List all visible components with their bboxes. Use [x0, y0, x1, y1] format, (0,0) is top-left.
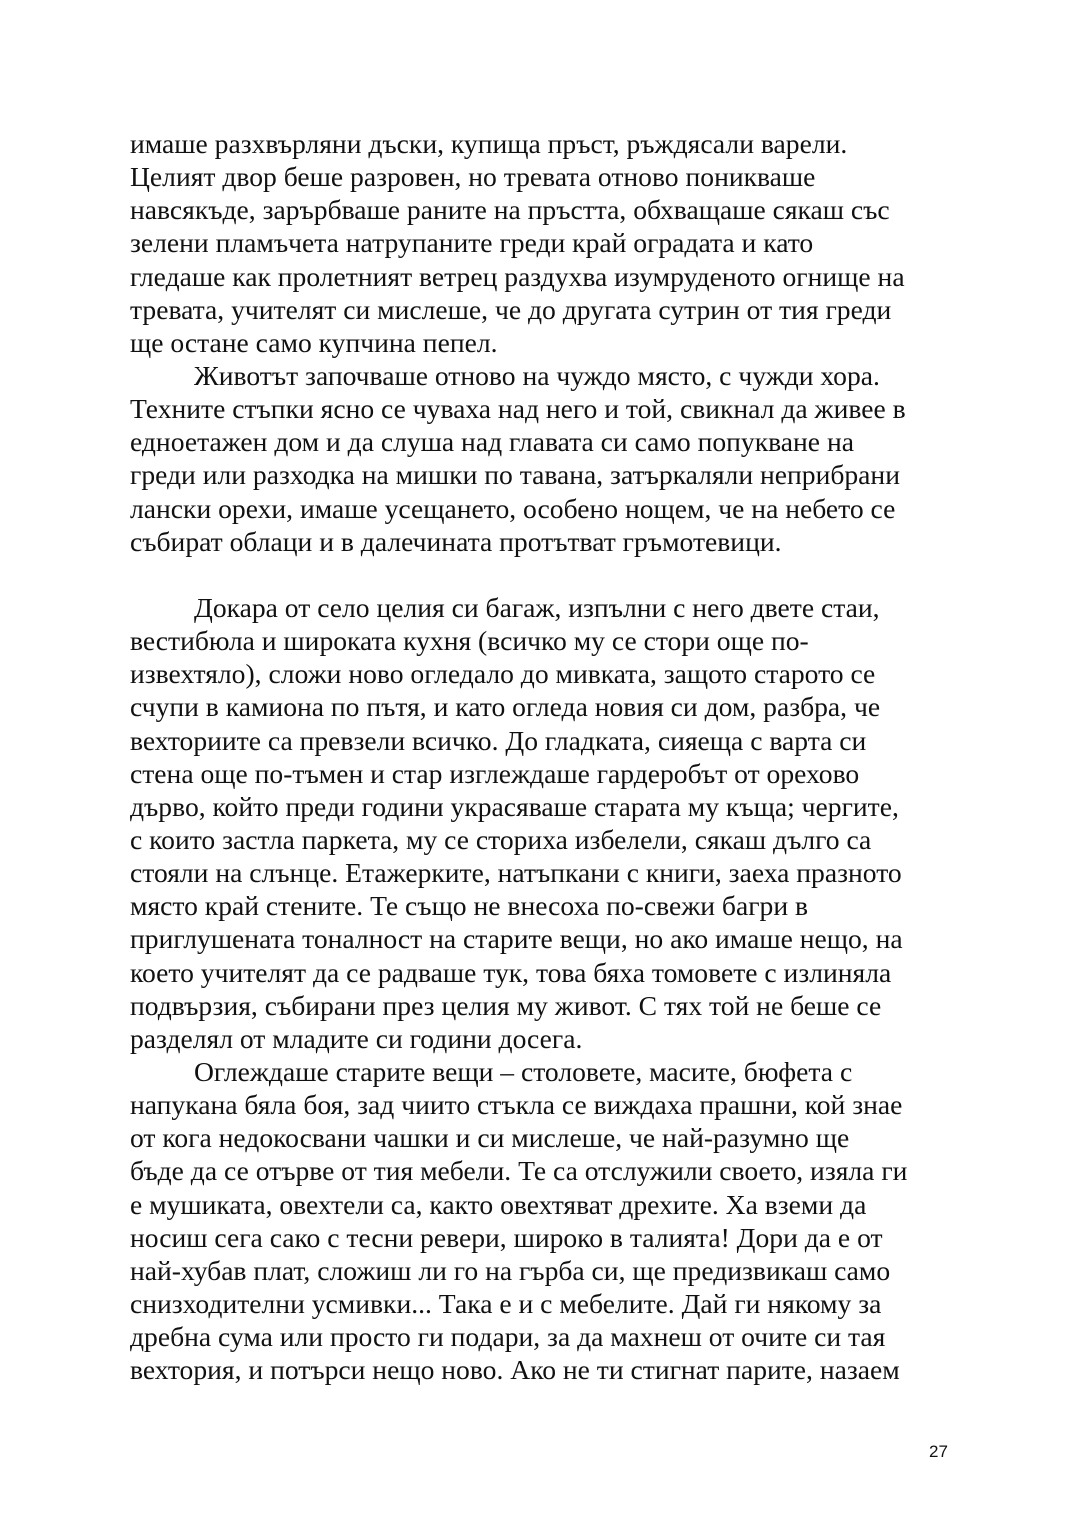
text-line: лански орехи, имаше усещането, особено нощем, че на небето се	[130, 492, 896, 524]
text-line: от кога недокосвани чашки и си мислеше, че най-разумно ще	[130, 1122, 850, 1154]
text-line: снизходителни усмивки... Така е и с мебелите. Дай ги някому за	[130, 1287, 882, 1319]
paragraph-4	[130, 1055, 960, 1386]
text-line: напукана бяла боя, зад чиито стъкла се виждаха прашни, кой знае	[130, 1089, 903, 1121]
text-line: събират облаци и в далечината протътват гръмотевици.	[130, 525, 782, 557]
text-line: място край стените. Те също не внесоха по-свежи багри в	[130, 890, 809, 922]
text-line: Животът започваше отново на чуждо място, с чужди хора.	[194, 359, 880, 391]
text-line: стояли на слънце. Етажерките, натъпкани с книги, заеха празното	[130, 857, 902, 889]
text-line: вехтория, и потърси нещо ново. Ако не ти стигнат парите, назаем	[130, 1354, 900, 1386]
text-line: стена още по-тъмен и стар изглеждаше гардеробът от орехово	[130, 757, 860, 789]
paragraph-3	[130, 591, 960, 1055]
text-line: Техните стъпки ясно се чуваха над него и той, свикнал да живее в	[130, 393, 906, 425]
text-line: Докара от село целия си багаж, изпълни с него двете стаи,	[194, 591, 880, 623]
text-line: което учителят да се радваше тук, това бяха томовете с излиняла	[130, 956, 892, 988]
body-text	[130, 127, 960, 1386]
text-line: тревата, учителят си мислеше, че до другата сутрин от тия греди	[130, 293, 892, 325]
text-line: вехториите са превзели всичко. До гладката, сияеща с варта си	[130, 724, 867, 756]
text-line: приглушената тоналност на старите вещи, но ако имаше нещо, на	[130, 923, 903, 955]
text-line: носиш сега сако с тесни ревери, широко в талията! Дори да е от	[130, 1221, 883, 1253]
text-line: дърво, който преди години украсяваше старата му къща; чергите,	[130, 790, 899, 822]
text-line: подвързия, събирани през целия му живот. С тях той не беше се	[130, 989, 882, 1021]
paragraph-2	[130, 359, 960, 558]
text-line: най-хубав плат, сложиш ли го на гърба си, ще предизвикаш само	[130, 1254, 891, 1286]
text-line: навсякъде, зарърбваше раните на пръстта, обхващаше сякаш със	[130, 194, 890, 226]
text-line: вестибюла и широката кухня (всичко му се стори още по-	[130, 625, 809, 657]
text-line: Целият двор беше разровен, но тревата отново поникваше	[130, 161, 816, 193]
text-line: зелени пламъчета натрупаните греди край оградата и като	[130, 227, 814, 259]
text-line: Оглеждаше старите вещи – столовете, масите, бюфета с	[194, 1055, 853, 1087]
text-line: бъде да се отърве от тия мебели. Те са отслужили своето, изяла ги	[130, 1155, 908, 1187]
text-line: ще остане само купчина пепел.	[130, 326, 498, 358]
section-break	[130, 558, 960, 591]
text-line: е мушиката, овехтели са, както овехтяват дрехите. Ха вземи да	[130, 1188, 867, 1220]
text-line: счупи в камиона по пътя, и като огледа новия си дом, разбра, че	[130, 691, 881, 723]
page-number: 27	[929, 1442, 948, 1461]
text-line: имаше разхвърляни дъски, купища пръст, ръждясали варели.	[130, 128, 848, 159]
text-line: едноетажен дом и да слуша над главата си само попукване на	[130, 426, 854, 458]
text-line: греди или разходка на мишки по тавана, затъркаляли неприбрани	[130, 459, 900, 491]
text-line: дребна сума или просто ги подари, за да махнеш от очите си тая	[130, 1321, 886, 1353]
text-line: извехтяло), сложи ново огледало до мивката, защото старото се	[130, 658, 876, 690]
text-line: гледаше как пролетният ветрец раздухва изумруденото огнище на	[130, 260, 905, 292]
paragraph-1	[130, 127, 960, 359]
text-line: с които застла паркета, му се сториха избелели, сякаш дълго са	[130, 823, 872, 855]
text-line: разделял от младите си години досега.	[130, 1022, 583, 1054]
